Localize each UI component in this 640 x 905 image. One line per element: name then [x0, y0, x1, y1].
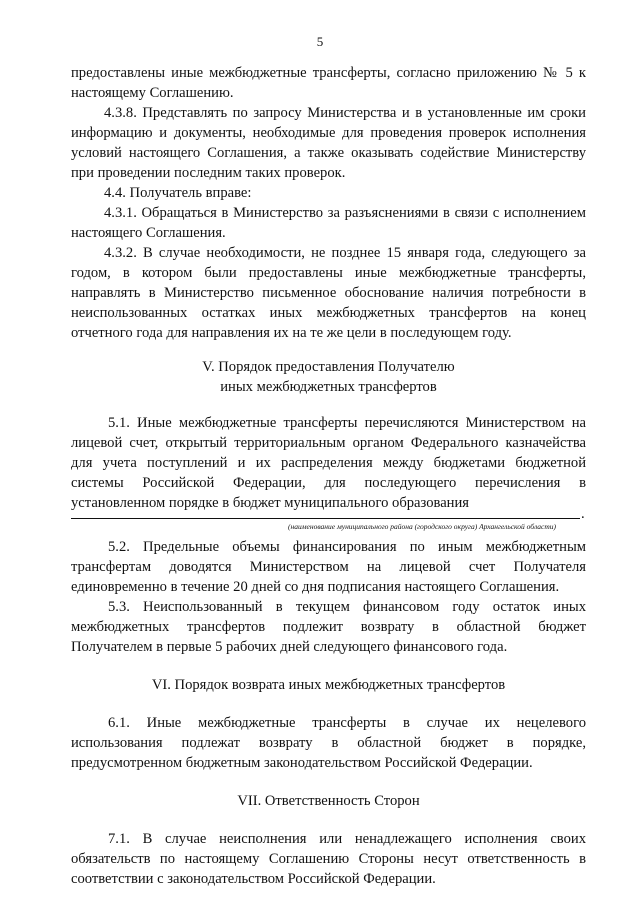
paragraph-7-1: 7.1. В случае неисполнения или ненадлежащего исполнения своих обязательств по настоящему Соглашению Стороны несут ответственность в соответствии с законодательством Российской Федерации. [71, 831, 586, 887]
spacer [71, 811, 586, 829]
paragraph-5-2: 5.2. Предельные объемы финансирования по иным межбюджетным трансфертам доводятся Министерством на лицевой счет Получателя единовременно в течение 20 дней со дня подписания настоящего Соглашения. [71, 539, 586, 595]
paragraph-4-3-1: 4.3.1. Обращаться в Министерство за разъяснениями в связи с исполнением настоящего Соглашения. [71, 205, 586, 241]
spacer [71, 397, 586, 413]
section-heading-5-line-2: иных межбюджетных трансфертов [220, 379, 437, 395]
fill-in-rule [71, 518, 580, 519]
spacer [71, 657, 586, 675]
paragraph-5-1-period: . [581, 506, 585, 522]
spacer [71, 343, 586, 357]
blank-line-municipality [71, 506, 586, 529]
paragraph-5-1: 5.1. Иные межбюджетные трансферты перечисляются Министерством на лицевой счет, открытый территориальным органом Федерального казначейства для учета поступлений и их распределения между бюджетами бюджетной системы Российской Федерации, для последующего перечисления в установленном порядке в бюджет муниципального образования [71, 415, 586, 511]
paragraph-6-1: 6.1. Иные межбюджетные трансферты в случае их нецелевого использования подлежат возврату в областной бюджет в порядке, предусмотренном бюджетным законодательством Российской Федерации. [71, 715, 586, 771]
field-caption-note: (наименование муниципального района (городского округа) Архангельской области) [288, 522, 556, 531]
spacer [71, 773, 586, 791]
paragraph-5-3: 5.3. Неиспользованный в текущем финансовом году остаток иных межбюджетных трансфертов подлежит возврату в областной бюджет Получателем в первые 5 рабочих дней следующего финансового года. [71, 599, 586, 655]
page-number: 5 [316, 34, 324, 49]
paragraph-4-3-8: 4.3.8. Представлять по запросу Министерства и в установленные им сроки информацию и документы, необходимые для проведения проверок исполнения условий настоящего Соглашения, а также оказывать содействие Министерству при проведении последним таких проверок. [71, 105, 586, 181]
section-heading-6: VI. Порядок возврата иных межбюджетных трансфертов [151, 677, 506, 693]
section-heading-7: VII. Ответственность Сторон [237, 793, 420, 809]
paragraph-4-4: 4.4. Получатель вправе: [104, 185, 252, 201]
section-heading-5-line-1: V. Порядок предоставления Получателю [202, 359, 455, 375]
paragraph-continuation: предоставлены иные межбюджетные трансферты, согласно приложению № 5 к настоящему Соглашению. [71, 65, 586, 101]
document-body [71, 63, 586, 889]
spacer [71, 695, 586, 713]
paragraph-4-3-2: 4.3.2. В случае необходимости, не позднее 15 января года, следующего за годом, в котором были предоставлены иные межбюджетные трансферты, направлять в Министерство письменное обоснование наличия потребности в неиспользованных остатках иных межбюджетных трансфертов на конец отчетного года для направления их на те же цели в последующем году. [71, 245, 586, 341]
